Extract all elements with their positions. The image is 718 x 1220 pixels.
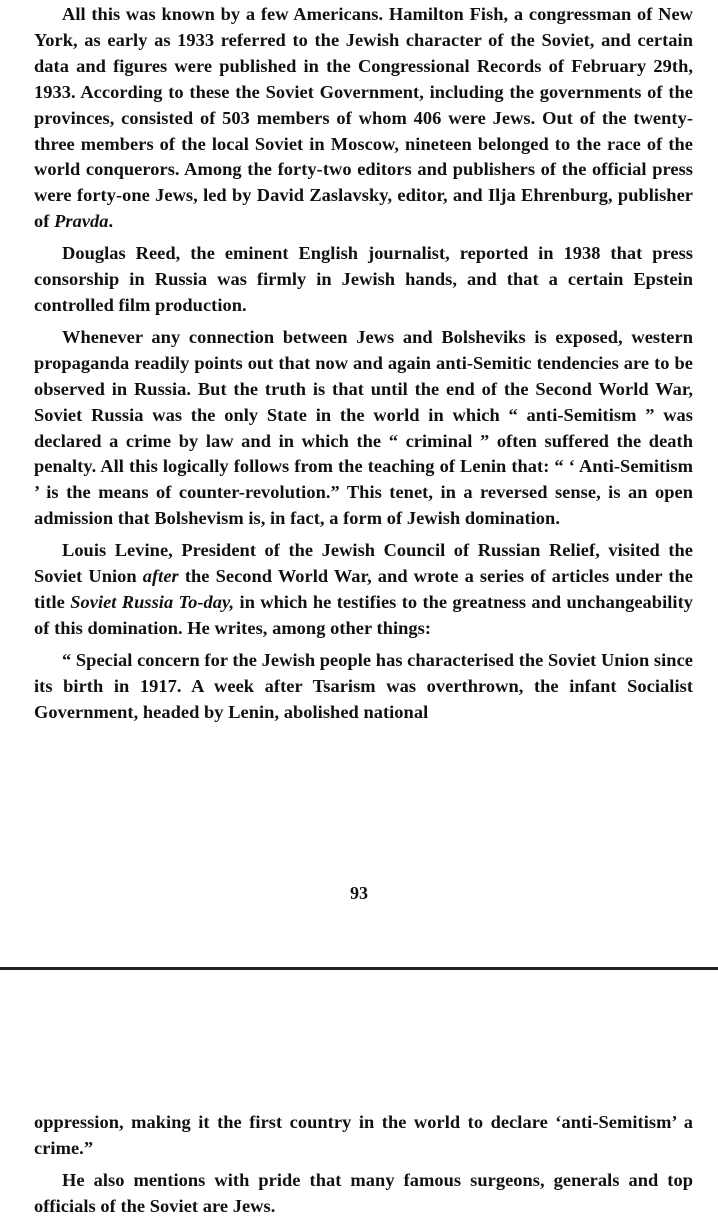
paragraph-4: Louis Levine, President of the Jewish Council of Russian Relief, visited the Soviet Union after the Second World War, and wrote a series of articles under the title Soviet Russia To-day, in which he testifies to the greatness and unchangeability of this domination. He writes, among other things: bbox=[34, 540, 694, 638]
paragraph-continued: oppression, making it the first country in the world to declare ‘anti-Semitism’ a crime.” bbox=[34, 1112, 693, 1158]
paragraph-6: He also mentions with pride that many famous surgeons, generals and top officials of the Soviet are Jews. bbox=[34, 1169, 693, 1216]
page-divider bbox=[0, 967, 718, 970]
italic-title: Soviet Russia To-day, bbox=[70, 591, 235, 612]
upper-page bbox=[34, 2, 693, 725]
page-number: 93 bbox=[350, 883, 368, 903]
italic-after: after bbox=[142, 566, 179, 587]
paragraph-5: “ Special concern for the Jewish people has characterised the Soviet Union since its birth in 1917. A week after Tsarism was overthrown, the infant Socialist Government, headed by Lenin, abolished national bbox=[34, 649, 693, 722]
paragraph-2: Douglas Reed, the eminent English journalist, reported in 1938 that press consorship in Russia was firmly in Jewish hands, and that a certain Epstein controlled film production. bbox=[34, 243, 693, 315]
lower-page bbox=[34, 1110, 693, 1220]
paragraph-1: All this was known by a few Americans. Hamilton Fish, a congressman of New York, as early as 1933 referred to the Jewish character of the Soviet, and certain data and figures were published in the Congressional Records of February 29th, 1933. According to these the Soviet Government, including the governments of the provinces, consisted of 503 members of whom 406 were Jews. Out of the twenty-three members of the local Soviet in Moscow, nineteen belonged to the race of the world conquerors. Among the forty-two editors and publishers of the official press were forty-one Jews, led by David Zaslavsky, editor, and Ilja Ehrenburg, publisher of Pravda. bbox=[34, 4, 693, 232]
italic-pravda: Pravda bbox=[54, 211, 109, 232]
paragraph-3: Whenever any connection between Jews and Bolsheviks is exposed, western propaganda readily points out that now and again anti-Semitic tendencies are to be observed in Russia. But the truth is that until the end of the Second World War, Soviet Russia was the only State in the world in which “ anti-Semitism ” was declared a crime by law and in which the “ criminal ” often suffered the death penalty. All this logically follows from the teaching of Lenin that: “ ‘ Anti-Semitism ’ is the means of counter-revolution.” This tenet, in a reversed sense, is an open admission that Bolshevism is, in fact, a form of Jewish domination. bbox=[34, 326, 693, 529]
